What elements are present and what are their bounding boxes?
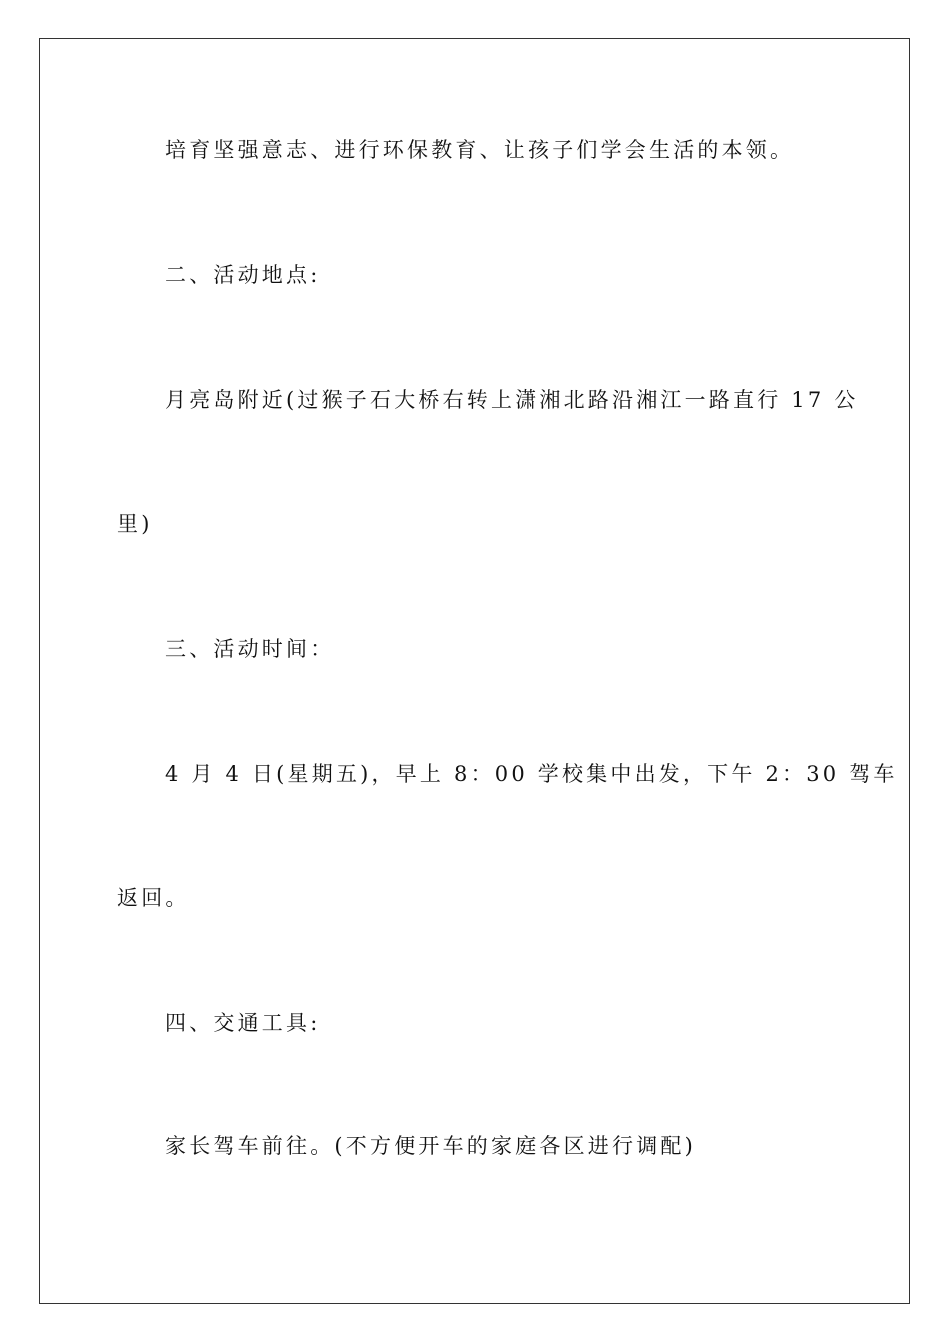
paragraph-location-continued: 里) <box>117 512 153 536</box>
paragraph-transport: 家长驾车前往。(不方便开车的家庭各区进行调配) <box>165 1134 696 1158</box>
section-heading-time: 三、活动时间： <box>165 637 335 661</box>
paragraph-goals-continued: 培育坚强意志、进行环保教育、让孩子们学会生活的本领。 <box>165 138 795 162</box>
paragraph-location: 月亮岛附近(过猴子石大桥右转上潇湘北路沿湘江一路直行 17 公 <box>165 388 859 412</box>
paragraph-time-continued: 返回。 <box>117 886 190 910</box>
section-heading-transport: 四、交通工具: <box>165 1011 321 1035</box>
paragraph-time: 4 月 4 日(星期五)，早上 8：00 学校集中出发，下午 2：30 驾车 <box>165 762 898 786</box>
section-heading-location: 二、活动地点: <box>165 263 321 287</box>
page-frame <box>39 38 910 1304</box>
